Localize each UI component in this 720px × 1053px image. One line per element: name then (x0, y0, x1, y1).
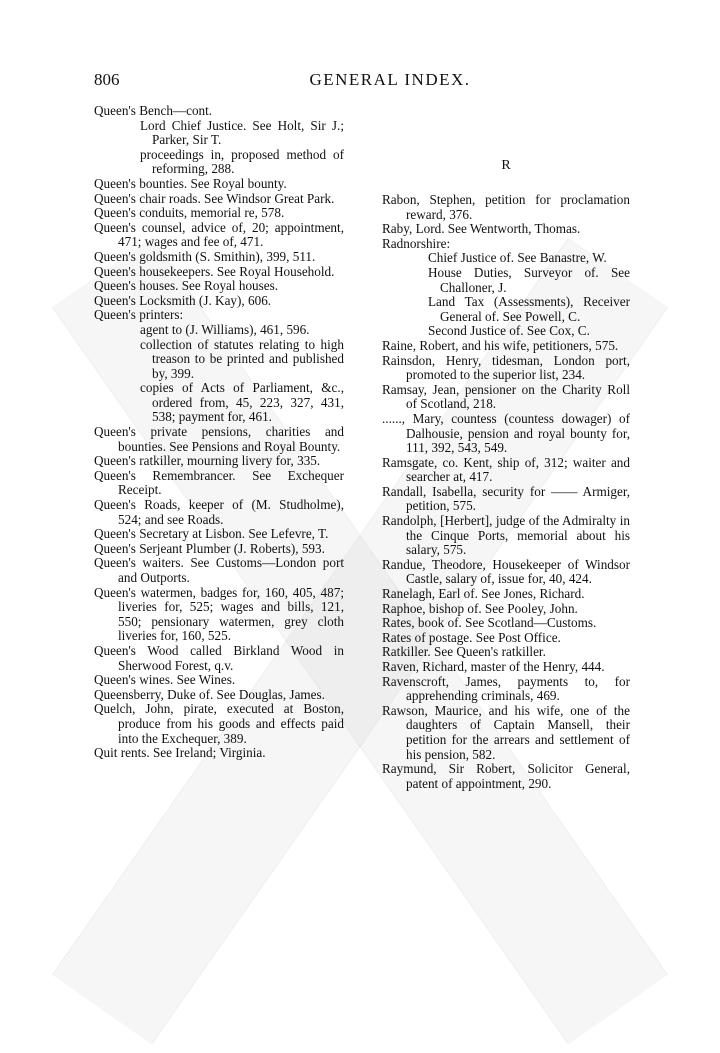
index-entry: Queen's Locksmith (J. Kay), 606. (94, 292, 272, 308)
index-entry: Queen's watermen, badges for, 160, 405, 487; liveries for, 525; wages and bills, 121, 550; pensionary watermen, grey cloth liveries for, 160, 525. (94, 584, 344, 644)
index-subentry: copies of Acts of Parliament, &c., ordered from, 45, 223, 327, 431, 538; payment for, 461. (140, 380, 344, 425)
index-entry: Queen's Secretary at Lisbon. See Lefevre, T. (94, 526, 329, 542)
index-entry: Raine, Robert, and his wife, petitioners, 575. (382, 337, 619, 353)
index-entry: Raven, Richard, master of the Henry, 444. (382, 659, 605, 674)
index-entry: Randall, Isabella, security for —— Armiger, petition, 575. (382, 483, 630, 514)
index-entry: Ravenscroft, James, payments to, for apprehending criminals, 469. (382, 673, 630, 704)
index-entry: Radnorshire: (382, 235, 451, 251)
page-number: 806 (94, 70, 120, 89)
index-entry: Queen's private pensions, charities and bounties. See Pensions and Royal Bounty. (94, 424, 344, 454)
index-entry: Queen's Bench—cont. (94, 103, 213, 118)
index-entry: Queen's counsel, advice of, 20; appointment, 471; wages and fee of, 471. (94, 219, 344, 250)
index-subentry: proceedings in, proposed method of reforming, 288. (140, 146, 344, 177)
index-entry: Queen's housekeepers. See Royal Household. (94, 263, 335, 279)
index-entry: Rawson, Maurice, and his wife, one of the daughters of Captain Mansell, their petition for the arrears and settlement of his pension, 582. (382, 702, 630, 762)
index-entry: Queensberry, Duke of. See Douglas, James. (94, 686, 325, 702)
index-entry: Ranelagh, Earl of. See Jones, Richard. (382, 586, 585, 602)
index-subentry: Land Tax (Assessments), Receiver General of. See Powell, C. (428, 294, 630, 324)
index-subentry: Lord Chief Justice. See Holt, Sir J.; Parker, Sir T. (140, 117, 344, 148)
index-subentry: House Duties, Surveyor of. See Challoner, J. (428, 264, 630, 295)
index-entry: Ramsay, Jean, pensioner on the Charity Roll of Scotland, 218. (382, 381, 630, 412)
index-entry: Quit rents. See Ireland; Virginia. (94, 745, 266, 761)
index-entry: Queen's waiters. See Customs—London port and Outports. (94, 555, 344, 585)
index-entry: Rates, book of. See Scotland—Customs. (382, 615, 597, 631)
page-title: GENERAL INDEX. (309, 70, 471, 89)
index-entry: Queen's Roads, keeper of (M. Studholme), 524; and see Roads. (94, 497, 344, 527)
index-entry: Queen's Remembrancer. See Exchequer Receipt. (94, 467, 344, 498)
index-entry: Rainsdon, Henry, tidesman, London port, promoted to the superior list, 234. (382, 352, 630, 383)
index-entry: Randolph, [Herbert], judge of the Admiralty in the Cinque Ports, memorial about his salary, 575. (382, 513, 630, 558)
index-entry: Raymund, Sir Robert, Solicitor General, patent of appointment, 290. (382, 761, 630, 791)
index-subentry: Second Justice of. See Cox, C. (428, 323, 590, 339)
index-entry: Randue, Theodore, Housekeeper of Windsor Castle, salary of, issue for, 40, 424. (382, 556, 630, 587)
index-entry: Queen's houses. See Royal houses. (94, 278, 279, 294)
section-letter: R (501, 158, 511, 173)
index-entry: Quelch, John, pirate, executed at Boston, produce from his goods and effects paid into the Exchequer, 389. (94, 701, 344, 746)
index-entry: Queen's wines. See Wines. (94, 672, 236, 688)
index-column-right (382, 193, 630, 791)
index-column-left (94, 104, 344, 761)
index-entry: ......, Mary, countess (countess dowager) of Dalhousie, pension and royal bounty for, 111, 392, 543, 549. (382, 410, 630, 456)
index-entry: Queen's Serjeant Plumber (J. Roberts), 593. (94, 540, 325, 556)
index-entry: Queen's ratkiller, mourning livery for, 335. (94, 453, 321, 469)
index-entry: Queen's conduits, memorial re, 578. (94, 205, 285, 221)
index-subentry: Chief Justice of. See Banastre, W. (428, 250, 607, 266)
index-entry: Queen's goldsmith (S. Smithin), 399, 511. (94, 248, 316, 264)
index-entry: Raby, Lord. See Wentworth, Thomas. (382, 221, 581, 237)
index-entry: Rabon, Stephen, petition for proclamation reward, 376. (382, 192, 630, 222)
index-entry: Queen's bounties. See Royal bounty. (94, 175, 287, 191)
index-entry: Queen's printers: (94, 307, 184, 323)
index-entry: Queen's chair roads. See Windsor Great Park. (94, 190, 335, 206)
index-subentry: agent to (J. Williams), 461, 596. (140, 321, 310, 337)
index-entry: Raphoe, bishop of. See Pooley, John. (382, 600, 578, 616)
index-entry: Rates of postage. See Post Office. (382, 629, 561, 645)
index-entry: Ratkiller. See Queen's ratkiller. (382, 644, 546, 660)
page-header (94, 70, 686, 94)
index-entry: Queen's Wood called Birkland Wood in Sherwood Forest, q.v. (94, 642, 344, 673)
index-entry: Ramsgate, co. Kent, ship of, 312; waiter and searcher at, 417. (382, 454, 630, 485)
index-subentry: collection of statutes relating to high treason to be printed and published by, 399. (140, 336, 344, 381)
